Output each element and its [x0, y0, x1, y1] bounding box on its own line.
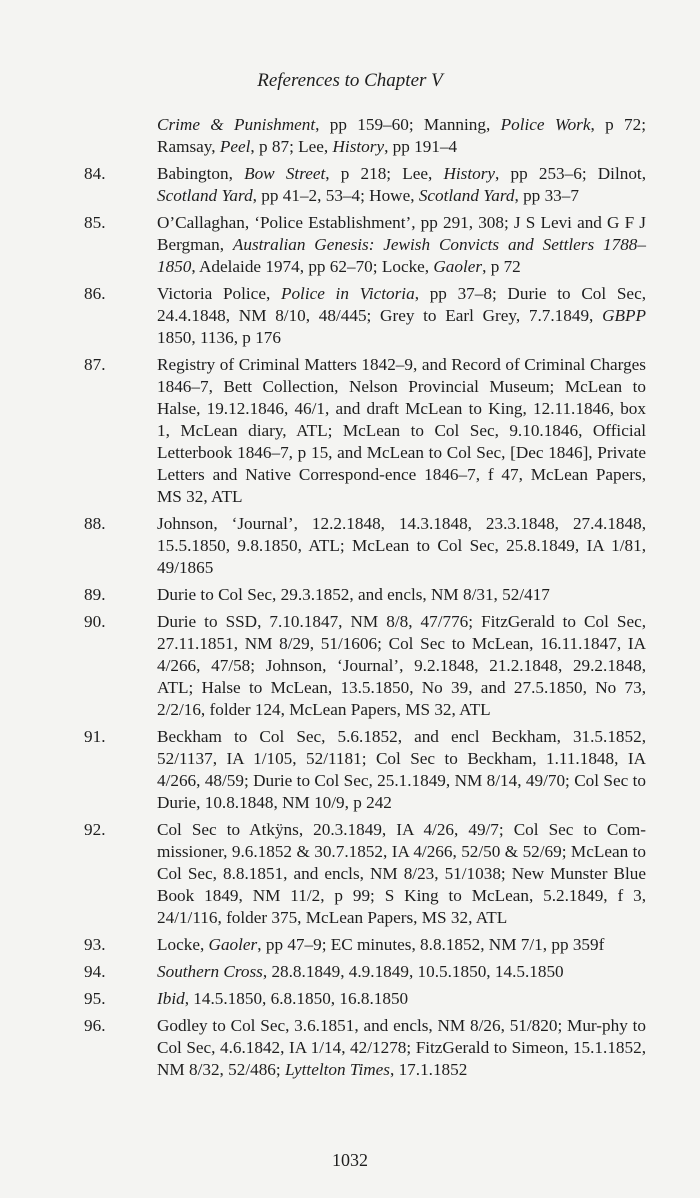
- endnote: [0, 513, 700, 579]
- citation-text: , pp 159–60; Manning,: [315, 115, 501, 134]
- endnote: [0, 163, 700, 207]
- endnotes-list: [0, 114, 700, 1081]
- endnote-number: 88.: [84, 514, 106, 533]
- citation-title: Police in Victoria: [280, 284, 415, 303]
- citation-title: Scotland Yard: [418, 186, 515, 205]
- endnote-text: [157, 212, 646, 278]
- endnote-text: [157, 726, 646, 814]
- citation-title: History: [332, 137, 385, 156]
- endnote-text: [157, 961, 646, 983]
- citation-title: Scotland Yard: [157, 186, 253, 205]
- citation-text: Col Sec to Atkÿns, 20.3.1849, IA 4/26, 49/7; Col Sec to Com-missioner, 9.6.1852 & 30.7.1852, IA 4/266, 52/50 & 52/69; McLean to Col Sec, 8.8.1851, and encls, NM 8/23, 51/1038; New Munster Blue Book 1849, NM 11/2, p 99; S King to McLean, 5.2.1849, f 3, 24/1/116, folder 375, McLean Papers, MS 32, ATL: [157, 820, 646, 927]
- citation-text: , pp 191–4: [384, 137, 458, 156]
- citation-text: Locke,: [157, 935, 209, 954]
- endnote: [0, 114, 700, 158]
- endnote-number: 87.: [84, 355, 106, 374]
- endnote: [0, 611, 700, 721]
- citation-text: , 14.5.1850, 6.8.1850, 16.8.1850: [184, 989, 409, 1008]
- citation-text: , pp 253–6; Dilnot,: [495, 164, 646, 183]
- endnote-number: 91.: [84, 727, 106, 746]
- citation-title: Australian Genesis: Jewish Convicts and Settlers 1788–1850: [157, 235, 646, 276]
- citation-text: O’Callaghan, ‘Police Establishment’, pp 291, 308; J S Levi and G F J Bergman,: [157, 213, 646, 254]
- citation-text: , 28.8.1849, 4.9.1849, 10.5.1850, 14.5.1850: [262, 962, 564, 981]
- citation-title: History: [443, 164, 496, 183]
- endnote-text: [157, 1015, 646, 1081]
- citation-title: Gaoler: [433, 257, 483, 276]
- citation-title: Gaoler: [208, 935, 258, 954]
- citation-text: Victoria Police,: [157, 284, 281, 303]
- endnote-number: 94.: [84, 962, 106, 981]
- endnote-number: 95.: [84, 989, 106, 1008]
- citation-title: Bow Street: [244, 164, 326, 183]
- endnote-text: [157, 819, 646, 929]
- endnote-text: [157, 163, 646, 207]
- endnote: [0, 1015, 700, 1081]
- endnote-text: [157, 283, 646, 349]
- citation-text: , p 218; Lee,: [325, 164, 444, 183]
- endnote: [0, 212, 700, 278]
- endnote-text: [157, 611, 646, 721]
- endnote-text: [157, 114, 646, 158]
- running-head: References to Chapter V: [257, 70, 443, 91]
- citation-title: Peel: [219, 137, 251, 156]
- endnote-text: [157, 934, 646, 956]
- citation-text: Babington,: [157, 164, 245, 183]
- citation-title: Ibid: [157, 989, 185, 1008]
- citation-text: Godley to Col Sec, 3.6.1851, and encls, NM 8/26, 51/820; Mur-phy to Col Sec, 4.6.1842, IA 1/14, 42/1278; FitzGerald to Simeon, 15.1.1852, NM 8/32, 52/486;: [157, 1016, 646, 1079]
- endnote: [0, 726, 700, 814]
- citation-text: 1850, 1136, p 176: [157, 328, 281, 347]
- endnote: [0, 283, 700, 349]
- page-number: 1032: [332, 1150, 368, 1170]
- endnote-text: [157, 584, 646, 606]
- citation-text: Johnson, ‘Journal’, 12.2.1848, 14.3.1848, 23.3.1848, 27.4.1848, 15.5.1850, 9.8.1850, ATL; McLean to Col Sec, 25.8.1849, IA 1/81, 49/1865: [157, 514, 646, 577]
- citation-title: Crime & Punishment: [157, 115, 316, 134]
- citation-text: Durie to Col Sec, 29.3.1852, and encls, NM 8/31, 52/417: [157, 585, 550, 604]
- citation-text: , pp 33–7: [514, 186, 579, 205]
- citation-text: , pp 47–9; EC minutes, 8.8.1852, NM 7/1, pp 359f: [257, 935, 605, 954]
- citation-text: Registry of Criminal Matters 1842–9, and Record of Criminal Charges 1846–7, Bett Collection, Nelson Provincial Museum; McLean to Halse, 19.12.1846, 46/1, and draft McLean to King, 12.11.1846, box 1, McLean diary, ATL; McLean to Col Sec, 9.10.1846, Official Letterbook 1846–7, p 15, and McLean to Col Sec, [Dec 1846], Private Letters and Native Correspond-ence 1846–7, f 47, McLean Papers, MS 32, ATL: [157, 355, 646, 506]
- endnote-number: 84.: [84, 164, 106, 183]
- endnote: [0, 988, 700, 1010]
- citation-text: , Adelaide 1974, pp 62–70; Locke,: [191, 257, 434, 276]
- endnote: [0, 584, 700, 606]
- endnote-number: 90.: [84, 612, 106, 631]
- endnote-text: [157, 988, 646, 1010]
- endnote-number: 85.: [84, 213, 106, 232]
- endnote: [0, 819, 700, 929]
- citation-title: Lyttelton Times: [284, 1060, 390, 1079]
- endnote-number: 93.: [84, 935, 106, 954]
- citation-text: , pp 37–8; Durie to Col Sec, 24.4.1848, NM 8/10, 48/445; Grey to Earl Grey, 7.7.1849,: [157, 284, 646, 325]
- citation-text: Durie to SSD, 7.10.1847, NM 8/8, 47/776; FitzGerald to Col Sec, 27.11.1851, NM 8/29, 51/1606; Col Sec to McLean, 16.11.1847, IA 4/266, 47/58; Johnson, ‘Journal’, 9.2.1848, 21.2.1848, 29.2.1848, ATL; Halse to McLean, 13.5.1850, No 39, and 27.5.1850, No 73, 2/2/16, folder 124, McLean Papers, MS 32, ATL: [157, 612, 646, 719]
- endnote-text: [157, 354, 646, 508]
- endnote-number: 86.: [84, 284, 106, 303]
- endnote: [0, 961, 700, 983]
- citation-text: Beckham to Col Sec, 5.6.1852, and encl Beckham, 31.5.1852, 52/1137, IA 1/105, 52/1181; Col Sec to Beckham, 1.11.1848, IA 4/266, 48/59; Durie to Col Sec, 25.1.1849, NM 8/14, 49/70; Col Sec to Durie, 10.8.1848, NM 10/9, p 242: [157, 727, 646, 812]
- citation-title: Police Work: [500, 115, 591, 134]
- endnote-number: 92.: [84, 820, 106, 839]
- endnote-number: 89.: [84, 585, 106, 604]
- citation-text: , p 72; Ramsay,: [157, 115, 646, 156]
- citation-text: , 17.1.1852: [389, 1060, 468, 1079]
- endnote-number: 96.: [84, 1016, 106, 1035]
- citation-text: , p 72: [482, 257, 521, 276]
- endnote: [0, 354, 700, 508]
- citation-text: , p 87; Lee,: [250, 137, 333, 156]
- endnote: [0, 934, 700, 956]
- citation-text: , pp 41–2, 53–4; Howe,: [252, 186, 419, 205]
- citation-title: Southern Cross: [157, 962, 263, 981]
- endnote-text: [157, 513, 646, 579]
- citation-title: GBPP: [602, 306, 646, 325]
